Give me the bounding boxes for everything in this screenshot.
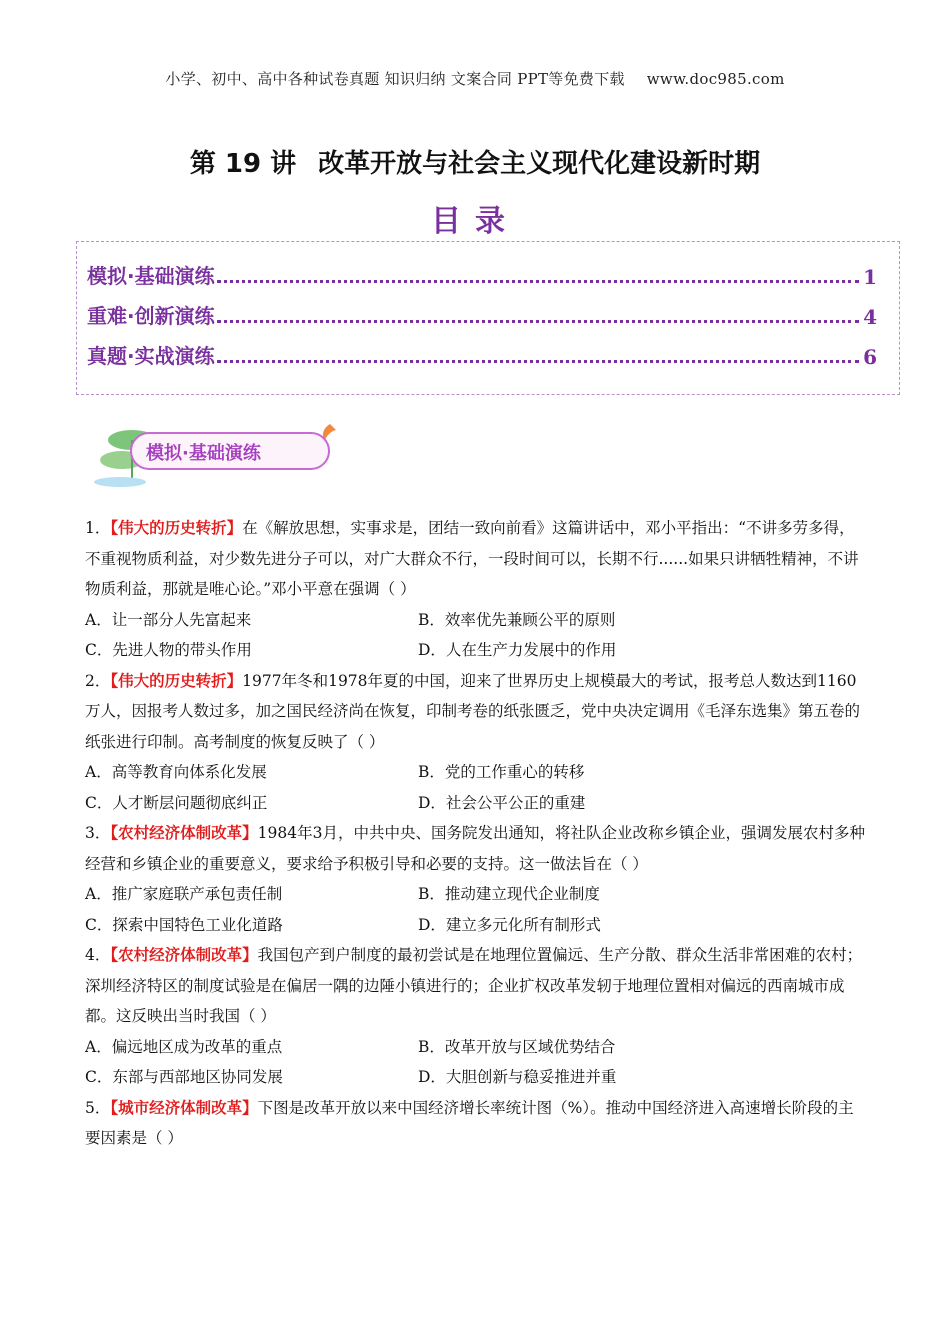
toc-item-label: 重难·创新演练 (87, 304, 215, 328)
question-text: 1984年3月，中共中央、国务院发出通知，将社队企业改称乡镇企业，强调发展农村多种经营和乡镇企业的重要意义，要求给予积极引导和必要的支持。这一做法旨在（ ） (85, 824, 865, 873)
toc-leader (217, 280, 859, 283)
option-b[interactable]: B．党的工作重心的转移 (418, 763, 585, 781)
question-options (85, 1032, 865, 1093)
page-header (0, 68, 950, 89)
option-c[interactable]: C．探索中国特色工业化道路 (85, 915, 283, 934)
question-list (85, 513, 865, 1154)
option-a[interactable]: A．推广家庭联产承包责任制 (85, 885, 283, 903)
question-options (85, 879, 865, 940)
toc-item-page: 1 (863, 265, 877, 289)
lesson-number: 第 19 讲 (189, 149, 297, 179)
option-d[interactable]: D．建立多元化所有制形式 (418, 915, 601, 934)
toc-heading: 目录 (431, 204, 519, 239)
question-number: 4． (85, 946, 111, 964)
question-tag: 【农村经济体制改革】 (110, 824, 258, 842)
lesson-title (0, 143, 950, 180)
option-a[interactable]: A．偏远地区成为改革的重点 (85, 1037, 283, 1056)
toc-item[interactable] (87, 339, 877, 369)
option-a[interactable]: A．让一部分人先富起来 (85, 610, 252, 629)
question-number: 2． (85, 671, 111, 690)
toc-item-label: 模拟·基础演练 (87, 264, 215, 288)
question-text: 在《解放思想，实事求是，团结一致向前看》这篇讲话中，邓小平指出：“不讲多劳多得，不重视物质利益，对少数先进分子可以，对广大群众不行，一段时间可以，长期不行......如果只讲牺牲精神，不讲物质利益，那就是唯心论。”邓小平意在强调（ ） (85, 519, 859, 598)
question (85, 1093, 865, 1154)
question-text: 我国包产到户制度的最初尝试是在地理位置偏远、生产分散、群众生活非常困难的农村；深圳经济特区的制度试验是在偏居一隅的边陲小镇进行的；企业扩权改革发轫于地理位置相对偏远的西南城市成都。这反映出当时我国（ ） (85, 946, 863, 1025)
question-tag: 【农村经济体制改革】 (110, 946, 258, 964)
option-b[interactable]: B．推动建立现代企业制度 (418, 885, 600, 903)
option-b[interactable]: B．改革开放与区域优势结合 (418, 1037, 616, 1056)
option-c[interactable]: C．先进人物的带头作用 (85, 641, 252, 659)
option-d[interactable]: D．大胆创新与稳妥推进并重 (418, 1068, 617, 1086)
section-badge-label: 模拟·基础演练 (146, 443, 261, 464)
table-of-contents (76, 241, 900, 395)
question (85, 940, 865, 1032)
section-badge (92, 412, 342, 492)
question (85, 666, 865, 758)
option-c[interactable]: C．东部与西部地区协同发展 (85, 1068, 283, 1086)
question-text: 1977年冬和1978年夏的中国，迎来了世界历史上规模最大的考试，报考总人数达到1160万人，因报考人数过多，加之国民经济尚在恢复，印制考卷的纸张匮乏，党中央决定调用《毛泽东选集》第五卷的纸张进行印制。高考制度的恢复反映了（ ） (85, 671, 861, 751)
toc-item-label: 真题·实战演练 (87, 344, 215, 368)
toc-item-page: 4 (863, 305, 877, 329)
question-number: 5． (85, 1098, 111, 1117)
header-text: 小学、初中、高中各种试卷真题 知识归纳 文案合同 PPT等免费下载 (165, 70, 625, 88)
lesson-title-text: 改革开放与社会主义现代化建设新时期 (318, 149, 761, 179)
toc-item[interactable] (87, 259, 877, 289)
question-tag: 【伟大的历史转折】 (110, 671, 243, 690)
question (85, 818, 865, 879)
toc-leader (217, 320, 859, 323)
option-a[interactable]: A．高等教育向体系化发展 (85, 763, 267, 781)
section-badge-pill (130, 432, 330, 470)
option-d[interactable]: D．人在生产力发展中的作用 (418, 641, 617, 659)
question-tag: 【伟大的历史转折】 (110, 519, 243, 537)
question-number: 1． (85, 519, 111, 537)
toc-leader (217, 360, 859, 363)
toc-item[interactable] (87, 299, 877, 329)
question-tag: 【城市经济体制改革】 (110, 1098, 258, 1117)
option-d[interactable]: D．社会公平公正的重建 (418, 793, 586, 812)
header-site[interactable]: www.doc985.com (646, 70, 785, 88)
question-text: 下图是改革开放以来中国经济增长率统计图（%）。推动中国经济进入高速增长阶段的主要因素是（ ） (85, 1098, 854, 1147)
toc-item-page: 6 (863, 345, 877, 369)
option-b[interactable]: B．效率优先兼顾公平的原则 (418, 610, 616, 629)
option-c[interactable]: C．人才断层问题彻底纠正 (85, 793, 268, 812)
question-options (85, 757, 865, 818)
question-number: 3． (85, 824, 111, 842)
question (85, 513, 865, 605)
question-options (85, 605, 865, 666)
